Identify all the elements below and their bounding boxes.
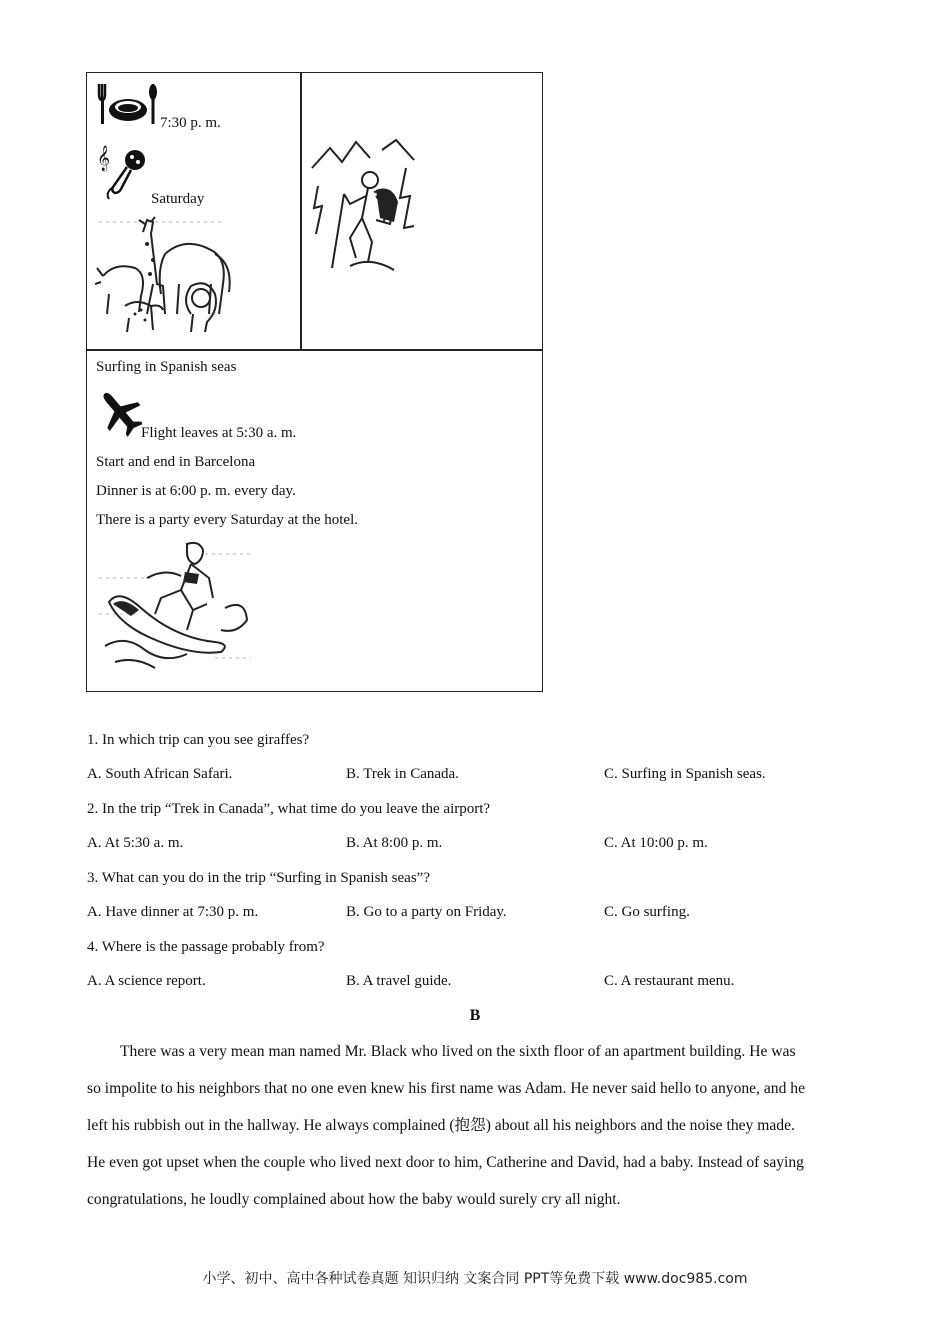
- question-3-option-a: A. Have dinner at 7:30 p. m.: [87, 904, 259, 920]
- passage-line-2: so impolite to his neighbors that no one even knew his first name was Adam. He never said hello to anyone, and he: [87, 1080, 806, 1097]
- question-1-option-a: A. South African Safari.: [87, 766, 233, 782]
- question-2-option-b: B. At 8:00 p. m.: [346, 835, 443, 851]
- section-heading-b: B: [469, 1007, 481, 1024]
- wild-animals-illustration: [95, 214, 235, 336]
- section-b-passage: [87, 1033, 862, 1218]
- dinner-plate-icon: [96, 80, 158, 128]
- flight-time: Flight leaves at 5:30 a. m.: [141, 425, 297, 441]
- question-4-option-a: A. A science report.: [87, 973, 206, 989]
- trip-title-surfing: Surfing in Spanish seas: [96, 359, 237, 375]
- passage-line-5: congratulations, he loudly complained about how the baby would surely cry all night.: [87, 1191, 621, 1208]
- question-1-option-c: C. Surfing in Spanish seas.: [604, 766, 766, 782]
- party-day: Saturday: [151, 191, 205, 207]
- surfer-illustration: [95, 538, 255, 676]
- singing-microphone-icon: [97, 143, 151, 203]
- table-horizontal-divider: [86, 349, 543, 351]
- passage-line-4: He even got upset when the couple who lived next door to him, Catherine and David, had a baby. Instead of saying: [87, 1154, 804, 1171]
- question-4-option-b: B. A travel guide.: [346, 973, 452, 989]
- question-2-option-c: C. At 10:00 p. m.: [604, 835, 708, 851]
- trip-start-end: Start and end in Barcelona: [96, 454, 256, 470]
- question-3: 3. What can you do in the trip “Surfing in Spanish seas”?: [87, 870, 430, 886]
- airplane-icon: [98, 386, 142, 438]
- trip-dinner-time: Dinner is at 6:00 p. m. every day.: [96, 483, 296, 499]
- table-vertical-divider: [300, 72, 302, 350]
- question-4-option-c: C. A restaurant menu.: [604, 973, 735, 989]
- question-3-option-b: B. Go to a party on Friday.: [346, 904, 507, 920]
- dinner-time: 7:30 p. m.: [160, 115, 221, 131]
- question-3-option-c: C. Go surfing.: [604, 904, 690, 920]
- page-footer: 小学、初中、高中各种试卷真题 知识归纳 文案合同 PPT等免费下载 www.doc985.com: [202, 1271, 748, 1287]
- question-1-option-b: B. Trek in Canada.: [346, 766, 459, 782]
- question-1: 1. In which trip can you see giraffes?: [87, 732, 310, 748]
- question-2-option-a: A. At 5:30 a. m.: [87, 835, 184, 851]
- svg-text:𝄞: 𝄞: [97, 146, 111, 171]
- passage-line-1: There was a very mean man named Mr. Black who lived on the sixth floor of an apartment building. He was: [120, 1043, 796, 1060]
- question-2: 2. In the trip “Trek in Canada”, what time do you leave the airport?: [87, 801, 491, 817]
- passage-line-3: left his rubbish out in the hallway. He always complained (抱怨) about all his neighbors and the noise they made.: [87, 1117, 795, 1134]
- hiker-illustration: [310, 138, 422, 274]
- question-4: 4. Where is the passage probably from?: [87, 939, 325, 955]
- trip-party-info: There is a party every Saturday at the hotel.: [96, 512, 358, 528]
